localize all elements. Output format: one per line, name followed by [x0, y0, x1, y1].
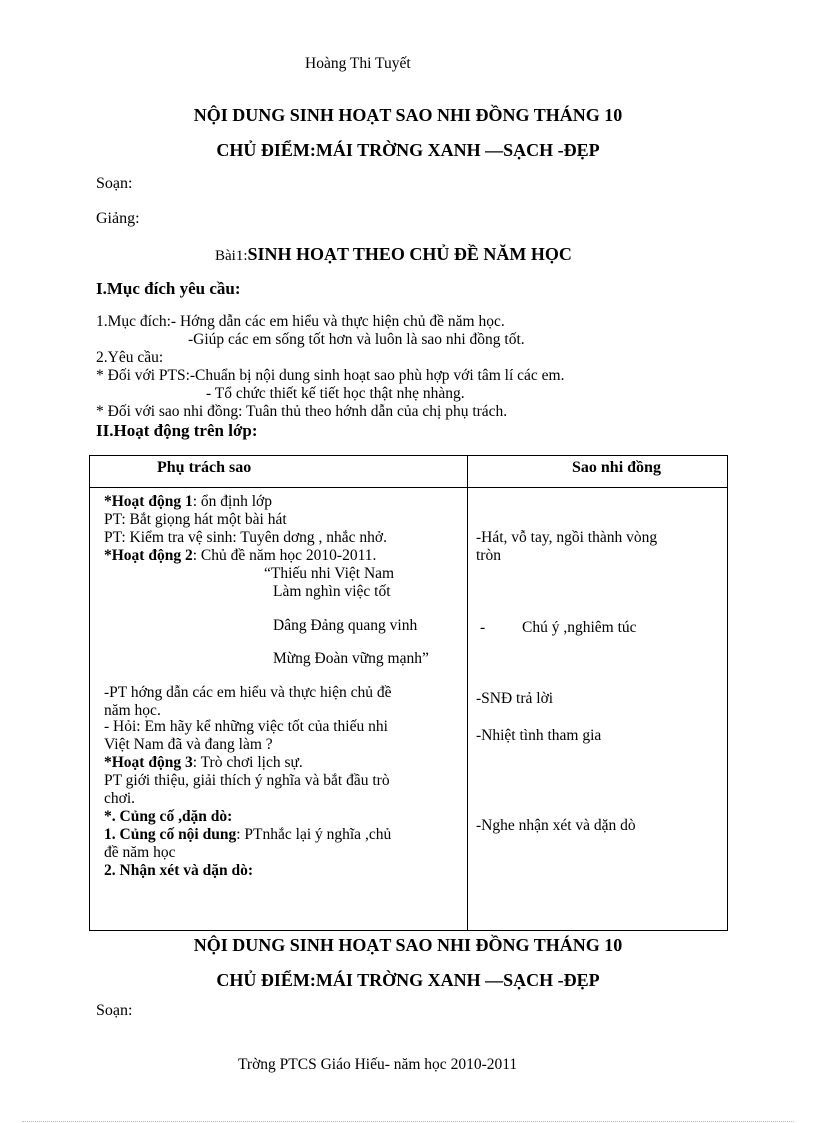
main-title-repeat: NỘI DUNG SINH HOẠT SAO NHI ĐỒNG THÁNG 10	[193, 935, 623, 955]
soan-label: Soạn:	[96, 175, 133, 192]
section-purpose-heading: I.Mục đích yêu cầu:	[96, 279, 241, 298]
footer-school: Trờng PTCS Giáo Hiếu- năm học 2010-2011	[238, 1056, 518, 1073]
table-header-divider	[89, 487, 728, 488]
pts-requirement-1: * Đối với PTS:-Chuẩn bị nội dung sinh hoạt sao phù hợp với tâm lí các em.	[96, 367, 565, 384]
giang-label: Giảng:	[96, 210, 140, 227]
right-line-1b: tròn	[476, 547, 501, 564]
review-heading: 2. Nhận xét và dặn dò:	[104, 862, 253, 879]
table-border-bottom	[89, 930, 728, 931]
activity-1-label: *Hoạt động 1	[104, 493, 193, 510]
left-line-12: Việt Nam đã và đang làm ?	[104, 736, 273, 753]
lesson-prefix: Bài1:	[215, 248, 248, 264]
poem-line-2: Làm nghìn việc tốt	[273, 583, 391, 600]
column-header-children: Sao nhi đồng	[572, 459, 661, 476]
left-line-2: PT: Bắt giọng hát một bài hát	[104, 511, 287, 528]
table-column-divider	[467, 455, 468, 931]
activity-3	[104, 754, 303, 772]
poem-line-4: Mừng Đoàn vững mạnh”	[273, 650, 429, 667]
activity-3-label: *Hoạt động 3	[104, 754, 193, 771]
section-activities-heading: II.Hoạt động trên lớp:	[96, 421, 258, 440]
activity-1	[104, 493, 272, 511]
right-line-1a: -Hát, vỗ tay, ngồi thành vòng	[476, 529, 658, 546]
lesson-name: SINH HOẠT THEO CHỦ ĐỀ NĂM HỌC	[247, 244, 572, 264]
pts-requirement-2: - Tổ chức thiết kế tiết học thật nhẹ nhàng.	[206, 385, 465, 402]
purpose-line-1: 1.Mục đích:- Hớng dẫn các em hiểu và thực hiện chủ đề năm học.	[96, 313, 505, 330]
consolidation-label: 1. Củng cố nội dung	[104, 826, 237, 843]
soan-label-repeat: Soạn:	[96, 1002, 133, 1019]
purpose-line-2: -Giúp các em sống tốt hơn và luôn là sao nhi đồng tốt.	[188, 331, 525, 348]
table-border-left	[89, 455, 90, 931]
left-line-18: đề năm học	[104, 844, 176, 861]
table-border-right	[727, 455, 728, 931]
consolidation-heading: *. Củng cố ,dặn dò:	[104, 808, 233, 825]
poem-line-3: Dâng Đảng quang vinh	[273, 617, 418, 634]
left-line-3: PT: Kiểm tra vệ sinh: Tuyên dơng , nhắc nhở.	[104, 529, 387, 546]
main-title: NỘI DUNG SINH HOẠT SAO NHI ĐỒNG THÁNG 10	[193, 105, 623, 125]
left-line-14: PT giới thiệu, giải thích ý nghĩa và bắt đầu trò	[104, 772, 390, 789]
consolidation-line	[104, 826, 391, 844]
theme-title-repeat: CHỦ ĐIỂM:MÁI TRỜNG XANH —SẠCH -ĐẸP	[216, 970, 600, 990]
activity-2	[104, 547, 376, 565]
column-header-leader: Phụ trách sao	[157, 459, 252, 476]
left-line-11: - Hỏi: Em hãy kể những việc tốt của thiếu nhi	[104, 718, 388, 735]
left-line-9: -PT hớng dẫn các em hiểu và thực hiện chủ đề	[104, 684, 392, 701]
theme-title: CHỦ ĐIỂM:MÁI TRỜNG XANH —SẠCH -ĐẸP	[216, 140, 600, 160]
right-line-4: -Nhiệt tình tham gia	[476, 727, 602, 744]
page-edge-divider	[22, 1121, 794, 1122]
right-line-5: -Nghe nhận xét và dặn dò	[476, 817, 636, 834]
right-line-2: Chú ý ,nghiêm túc	[522, 619, 637, 636]
requirements-label: 2.Yêu cầu:	[96, 349, 164, 366]
left-line-15: chơi.	[104, 790, 136, 807]
right-dash: -	[480, 619, 486, 636]
activity-3-desc: : Trò chơi lịch sự.	[192, 754, 303, 771]
snd-requirement: * Đối với sao nhi đồng: Tuân thủ theo hớnh dẫn của chị phụ trách.	[96, 403, 508, 420]
left-line-10: năm học.	[104, 702, 161, 719]
table-border-top	[89, 455, 728, 456]
consolidation-desc: : PTnhắc lại ý nghĩa ,chủ	[236, 826, 392, 843]
activity-2-desc: : Chủ đề năm học 2010-2011.	[192, 547, 377, 564]
right-line-3: -SNĐ trả lời	[476, 690, 554, 707]
activity-2-label: *Hoạt động 2	[104, 547, 193, 564]
author-header: Hoàng Thi Tuyết	[305, 55, 411, 72]
lesson-title	[215, 244, 572, 265]
poem-line-1: “Thiếu nhi Việt Nam	[264, 565, 395, 582]
activity-1-desc: : ổn định lớp	[192, 493, 272, 510]
